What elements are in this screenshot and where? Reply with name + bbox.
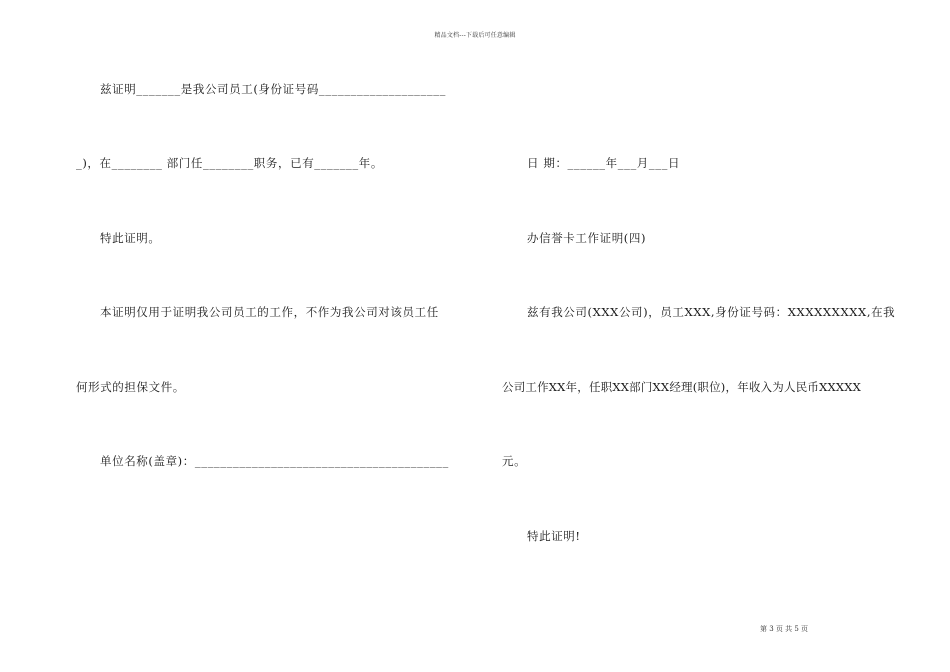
- left-line-1: 兹证明_______是我公司员工(身份证号码____________________: [100, 82, 446, 96]
- left-line-3: 特此证明。: [100, 231, 161, 245]
- page-number: 第 3 页 共 5 页: [760, 625, 809, 633]
- right-line-4: 公司工作XX年，任职XX部门XX经理(职位)，年收入为人民币XXXXX: [502, 380, 862, 394]
- left-line-2: _)，在________ 部门任________职务，已有_______年。: [76, 156, 383, 170]
- right-line-2: 办信誉卡工作证明(四): [527, 231, 647, 245]
- left-line-4: 本证明仅用于证明我公司员工的工作，不作为我公司对该员工任: [100, 305, 439, 319]
- left-line-6: 单位名称(盖章)：________________________________________: [100, 454, 449, 468]
- right-line-6: 特此证明!: [527, 529, 581, 543]
- left-line-5: 何形式的担保文件。: [76, 380, 185, 394]
- right-line-5: 元。: [502, 454, 527, 468]
- page-header: 精品文档---下载后可任意编辑: [434, 32, 516, 39]
- right-line-1: 日 期：______年___月___日: [527, 156, 681, 170]
- right-line-3: 兹有我公司(XXX公司)，员工XXX,身份证号码：XXXXXXXXX,在我: [527, 305, 896, 319]
